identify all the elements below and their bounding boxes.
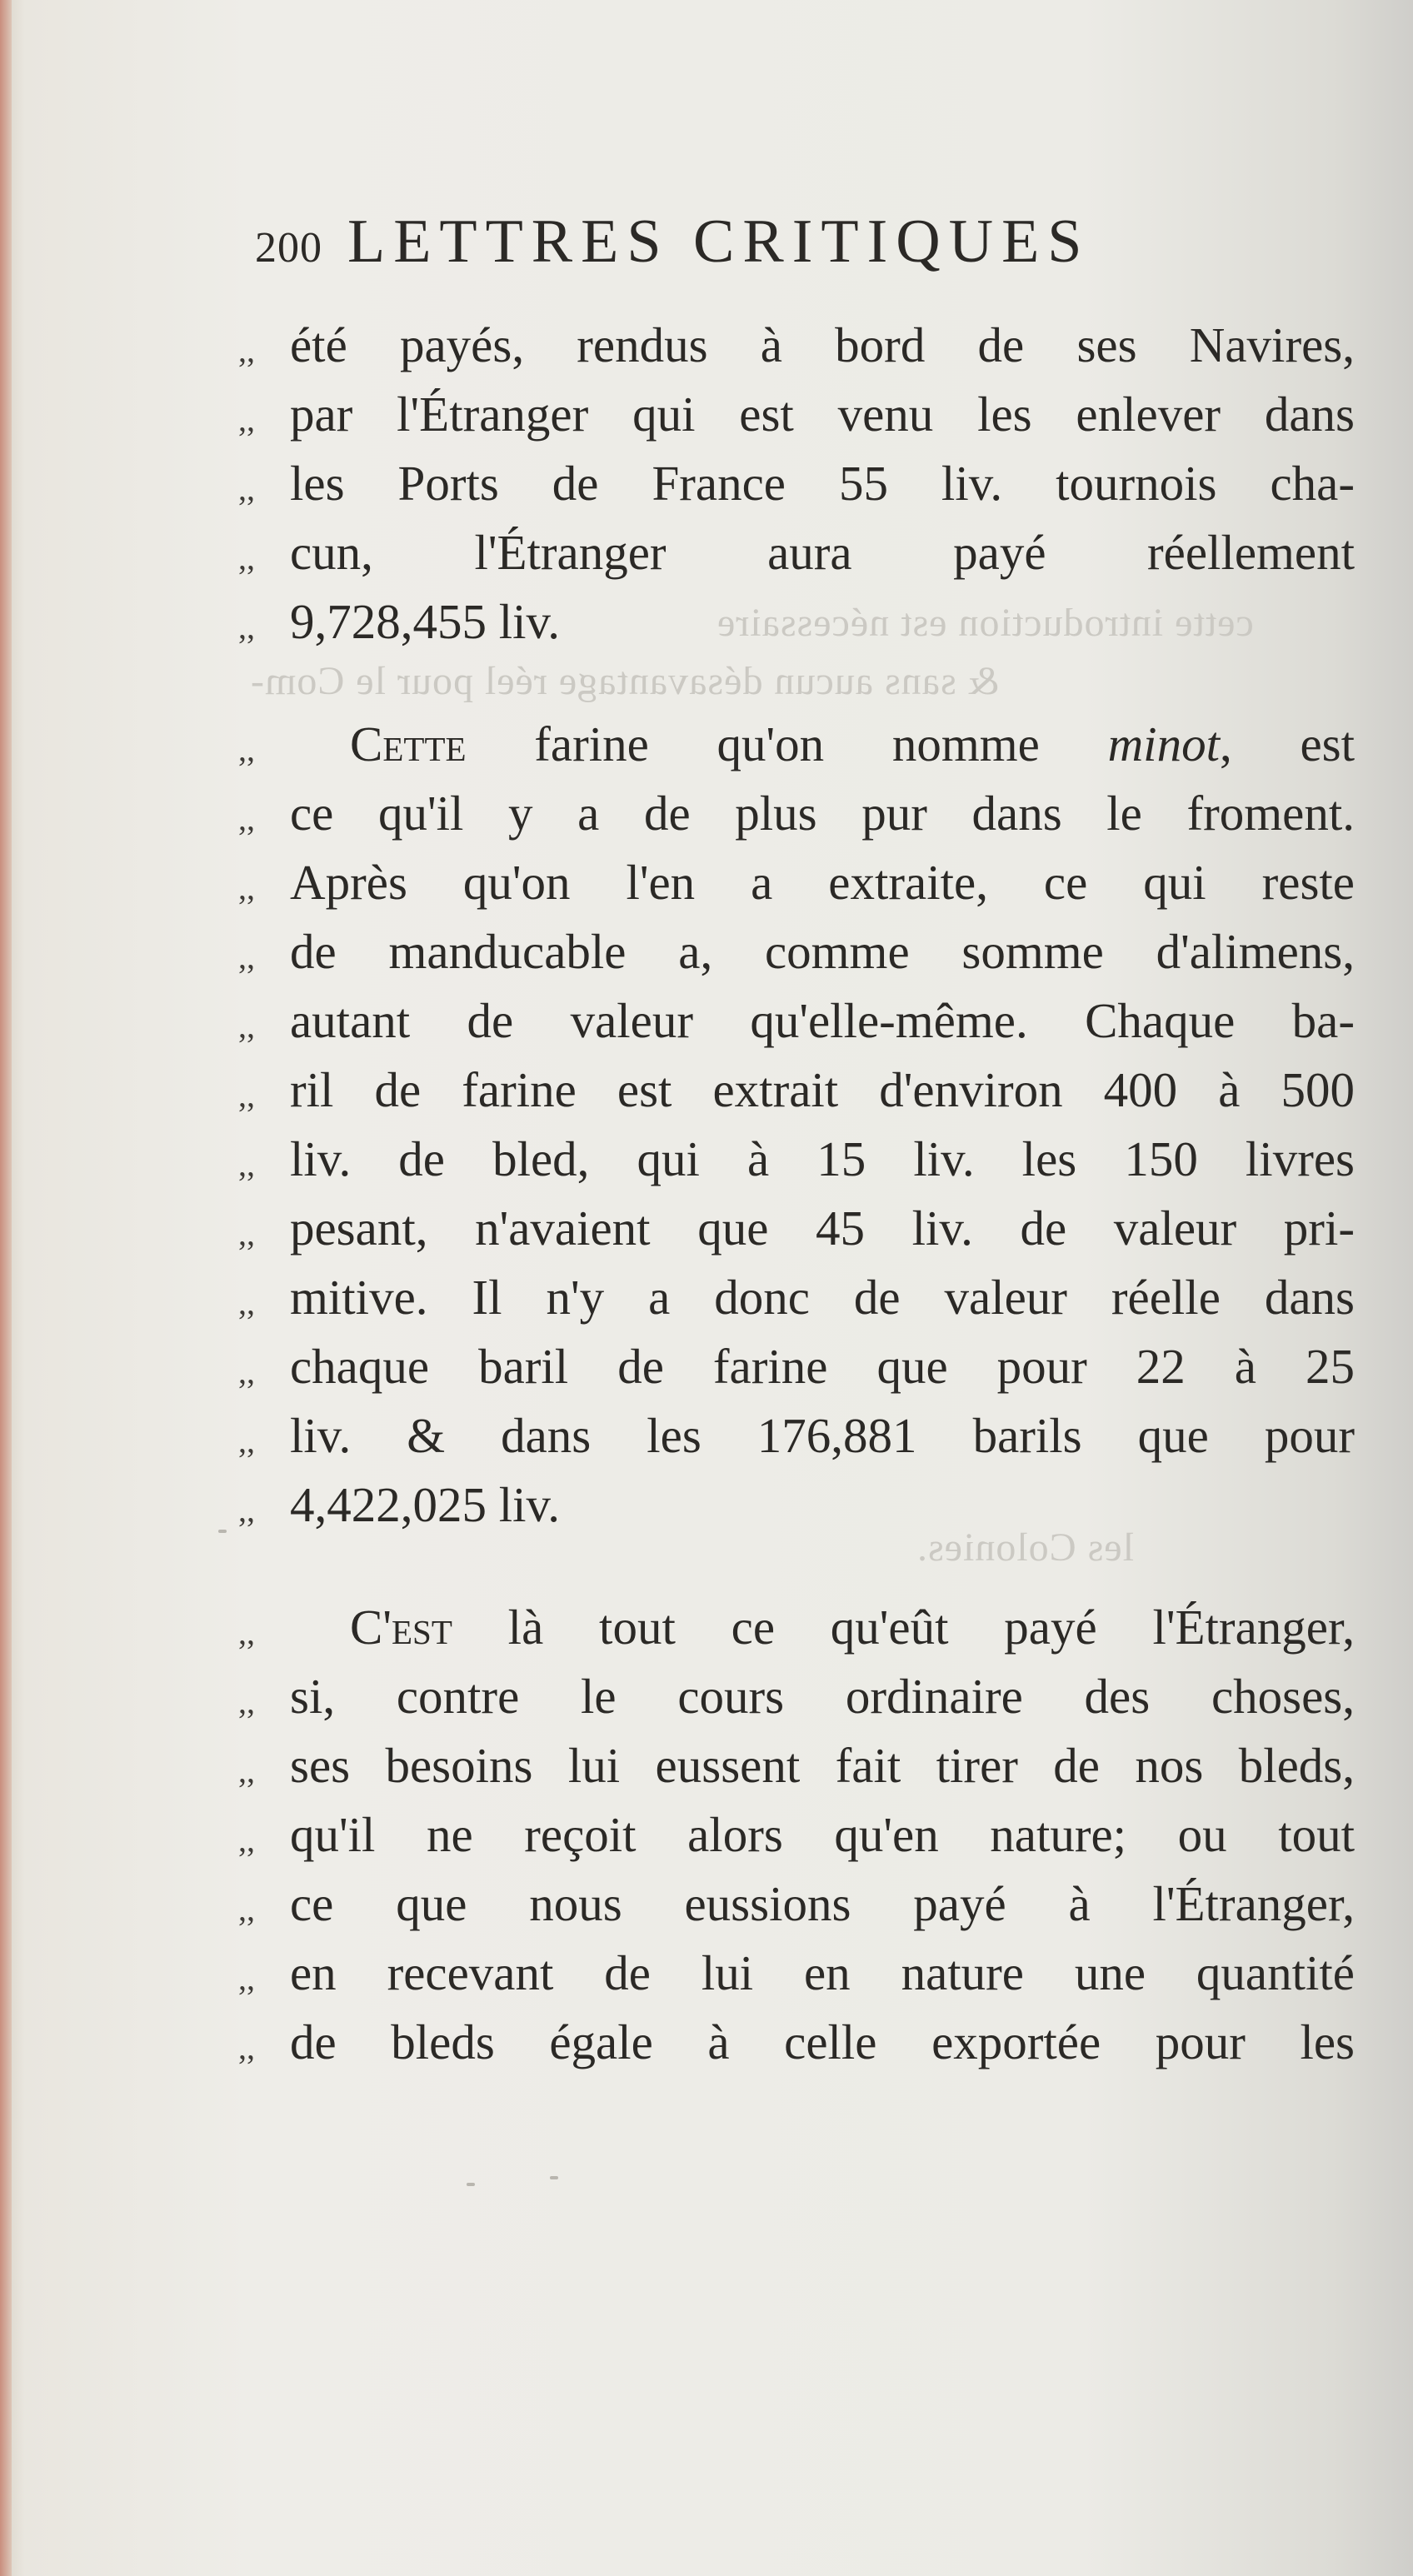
- small-caps-word: Cette: [350, 716, 467, 771]
- text-line: [238, 386, 1355, 455]
- line-text: de manducable a, comme somme d'alimens,: [290, 924, 1355, 979]
- quote-mark: ,,: [238, 401, 255, 438]
- quote-mark: ,,: [238, 2029, 255, 2066]
- line-text: pesant, n'avaient que 45 liv. de valeur pri-: [290, 1201, 1355, 1256]
- text-line: [238, 1061, 1355, 1131]
- line-text: ses besoins lui eussent fait tirer de nos bleds,: [290, 1738, 1355, 1793]
- quote-mark: ,,: [238, 1007, 255, 1045]
- quote-mark: ,,: [238, 332, 255, 369]
- quote-mark: ,,: [238, 1353, 255, 1390]
- italic-word: minot: [1107, 716, 1220, 771]
- text-line: [238, 2014, 1355, 2083]
- text-line: [238, 1668, 1355, 1737]
- quote-mark: ,,: [238, 1215, 255, 1252]
- paragraph-1: [238, 317, 1355, 662]
- text-line: [238, 1200, 1355, 1269]
- paper-speck: [467, 2183, 475, 2186]
- line-text: Cette farine qu'on nomme minot, est: [350, 716, 1355, 771]
- quote-mark: ,,: [238, 869, 255, 906]
- line-text: autant de valeur qu'elle-même. Chaque ba-: [290, 993, 1355, 1048]
- line-text: ce que nous eussions payé à l'Étranger,: [290, 1876, 1355, 1931]
- quote-mark: ,,: [238, 1890, 255, 1928]
- page-header: [255, 207, 1238, 282]
- line-text: en recevant de lui en nature une quantité: [290, 1945, 1355, 2000]
- text-line: [238, 593, 1355, 662]
- text-line: [238, 317, 1355, 386]
- text-line: [238, 1875, 1355, 1944]
- quote-mark: ,,: [238, 938, 255, 976]
- body-text: [238, 317, 1355, 2083]
- line-text: Après qu'on l'en a extraite, ce qui reste: [290, 855, 1355, 910]
- text-line: [238, 923, 1355, 992]
- quote-mark: ,,: [238, 800, 255, 837]
- text-line: [238, 1338, 1355, 1407]
- line-text: de bleds égale à celle exportée pour les: [290, 2014, 1355, 2069]
- text-line: [238, 1599, 1355, 1668]
- quote-mark: ,,: [238, 1683, 255, 1720]
- text-line: [238, 716, 1355, 785]
- page-spine-edge: [0, 0, 12, 2576]
- line-text: cun, l'Étranger aura payé réellement: [290, 525, 1355, 580]
- quote-mark: ,,: [238, 1076, 255, 1114]
- small-caps-word: C'est: [350, 1600, 452, 1655]
- line-text: par l'Étranger qui est venu les enlever dans: [290, 387, 1355, 442]
- text-line: [238, 785, 1355, 854]
- page-number: 200: [255, 224, 322, 272]
- quote-mark: ,,: [238, 1752, 255, 1790]
- quote-mark: ,,: [238, 1821, 255, 1859]
- line-text: les Ports de France 55 liv. tournois cha-: [290, 456, 1355, 511]
- quote-mark: ,,: [238, 731, 255, 768]
- text-line: [238, 992, 1355, 1061]
- text-line: [238, 1806, 1355, 1875]
- line-text: 4,422,025 liv.: [290, 1477, 560, 1532]
- bleed-through-text: les Colonies.: [916, 1525, 1134, 1570]
- paper-speck: [218, 1530, 227, 1533]
- quote-mark: ,,: [238, 1146, 255, 1183]
- paper-speck: [550, 2176, 558, 2179]
- text-line: [238, 1131, 1355, 1200]
- quote-mark: ,,: [238, 1491, 255, 1529]
- line-text: été payés, rendus à bord de ses Navires,: [290, 317, 1355, 372]
- line-text: si, contre le cours ordinaire des choses,: [290, 1669, 1355, 1724]
- text-line: [238, 455, 1355, 524]
- quote-mark: ,,: [238, 608, 255, 646]
- quote-mark: ,,: [238, 470, 255, 507]
- paragraph-3: [238, 1599, 1355, 2083]
- bleed-through-text: cette introduction est nécessaire: [716, 601, 1254, 645]
- line-text: ce qu'il y a de plus pur dans le froment.: [290, 786, 1355, 841]
- text-line: [238, 1737, 1355, 1806]
- text-line: [238, 1944, 1355, 2014]
- paragraph-2: [238, 716, 1355, 1545]
- quote-mark: ,,: [238, 1614, 255, 1651]
- line-text: 9,728,455 liv.: [290, 594, 560, 649]
- text-line: [238, 1476, 1355, 1545]
- line-text: qu'il ne reçoit alors qu'en nature; ou tout: [290, 1807, 1355, 1862]
- line-text: liv. & dans les 176,881 barils que pour: [290, 1408, 1355, 1463]
- text-line: [238, 524, 1355, 593]
- line-text: mitive. Il n'y a donc de valeur réelle dans: [290, 1270, 1355, 1325]
- text-line: [238, 1269, 1355, 1338]
- quote-mark: ,,: [238, 1422, 255, 1460]
- quote-mark: ,,: [238, 1959, 255, 1997]
- text-line: [238, 854, 1355, 923]
- line-text: ril de farine est extrait d'environ 400 à 500: [290, 1062, 1355, 1117]
- line-text: C'est là tout ce qu'eût payé l'Étranger,: [350, 1600, 1355, 1655]
- quote-mark: ,,: [238, 1284, 255, 1321]
- text-line: [238, 1407, 1355, 1476]
- running-title: LETTRES CRITIQUES: [347, 207, 1091, 276]
- line-text: liv. de bled, qui à 15 liv. les 150 livres: [290, 1131, 1355, 1186]
- quote-mark: ,,: [238, 539, 255, 577]
- line-text: chaque baril de farine que pour 22 à 25: [290, 1339, 1355, 1394]
- bleed-through-text: & sans aucun désavantage réel pour le Com-: [250, 659, 1000, 703]
